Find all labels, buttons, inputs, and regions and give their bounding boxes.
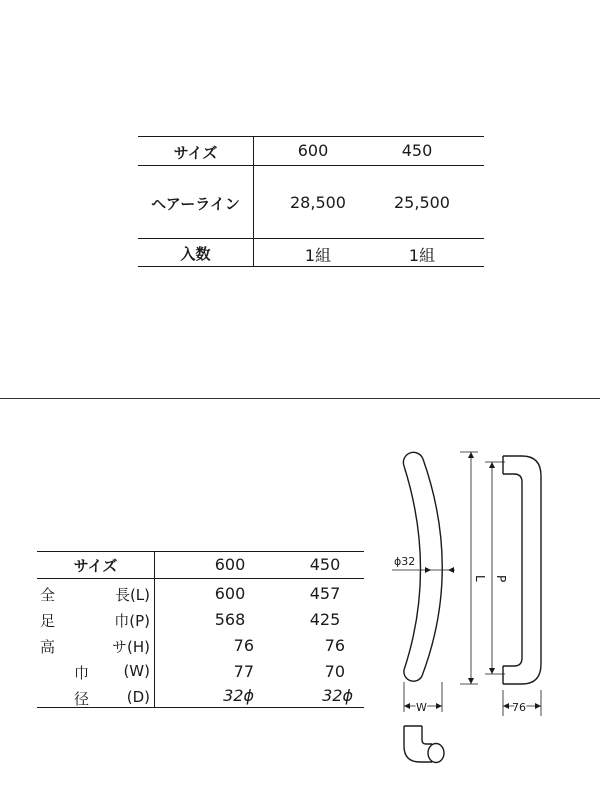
- price-qty-col2: 1組: [408, 246, 436, 265]
- height-label: 76: [512, 701, 526, 714]
- spec-row-label-a: 足: [40, 612, 56, 630]
- diameter-arrow: [448, 567, 454, 573]
- table-divider: [138, 238, 484, 239]
- table-border-top: [37, 551, 364, 552]
- spec-row-label-a: 全: [40, 586, 56, 604]
- spec-row-col1: 600: [214, 584, 246, 603]
- width-label: W: [416, 701, 427, 714]
- table-column-divider: [253, 136, 254, 267]
- spec-row-col1: 32ϕ: [223, 686, 254, 705]
- spec-row-col2: 32ϕ: [322, 686, 353, 705]
- end-view-profile: [404, 726, 444, 763]
- table-border-bottom: [138, 266, 484, 267]
- spec-row-col1: 568: [214, 610, 246, 629]
- price-qty-label: 入数: [180, 245, 211, 263]
- table-divider: [138, 165, 484, 166]
- table-column-divider: [154, 551, 155, 708]
- spec-row-label-b: (D): [126, 688, 150, 706]
- price-header-label: サイズ: [173, 144, 218, 162]
- spec-header-col1: 600: [214, 555, 246, 574]
- price-finish-label: ヘアーライン: [151, 195, 240, 213]
- price-finish-col1: 28,500: [290, 193, 346, 212]
- spec-row-col2: 457: [309, 584, 341, 603]
- spec-row-label-b: 長(L): [114, 586, 150, 604]
- spec-row-col2: 76: [324, 636, 345, 655]
- side-view-handle: [503, 456, 541, 684]
- spec-row-col1: 77: [233, 662, 254, 681]
- handle-drawing: [370, 440, 600, 780]
- price-header-col2: 450: [401, 141, 433, 160]
- section-divider: [0, 398, 600, 399]
- spec-row-col2: 425: [309, 610, 341, 629]
- spec-row-label-b: (W): [123, 662, 150, 680]
- price-finish-col2: 25,500: [394, 193, 450, 212]
- spec-row-col1: 76: [233, 636, 254, 655]
- table-border-top: [138, 136, 484, 137]
- price-qty-col1: 1組: [304, 246, 332, 265]
- price-header-col1: 600: [297, 141, 329, 160]
- table-divider: [37, 578, 364, 579]
- length-label: L: [473, 575, 487, 582]
- spec-row-label-a: 巾: [74, 664, 90, 682]
- spec-row-col2: 70: [324, 662, 345, 681]
- spec-row-label-b: 巾(P): [114, 612, 150, 630]
- spec-header-label: サイズ: [73, 557, 118, 575]
- diameter-arrow: [425, 567, 431, 573]
- spec-row-label-a: 高: [40, 638, 56, 656]
- spec-row-label-a: 径: [74, 690, 90, 708]
- pitch-label: P: [494, 575, 508, 583]
- diameter-label: ϕ32: [394, 555, 416, 568]
- spec-header-col2: 450: [309, 555, 341, 574]
- spec-row-label-b: サ(H): [112, 638, 150, 656]
